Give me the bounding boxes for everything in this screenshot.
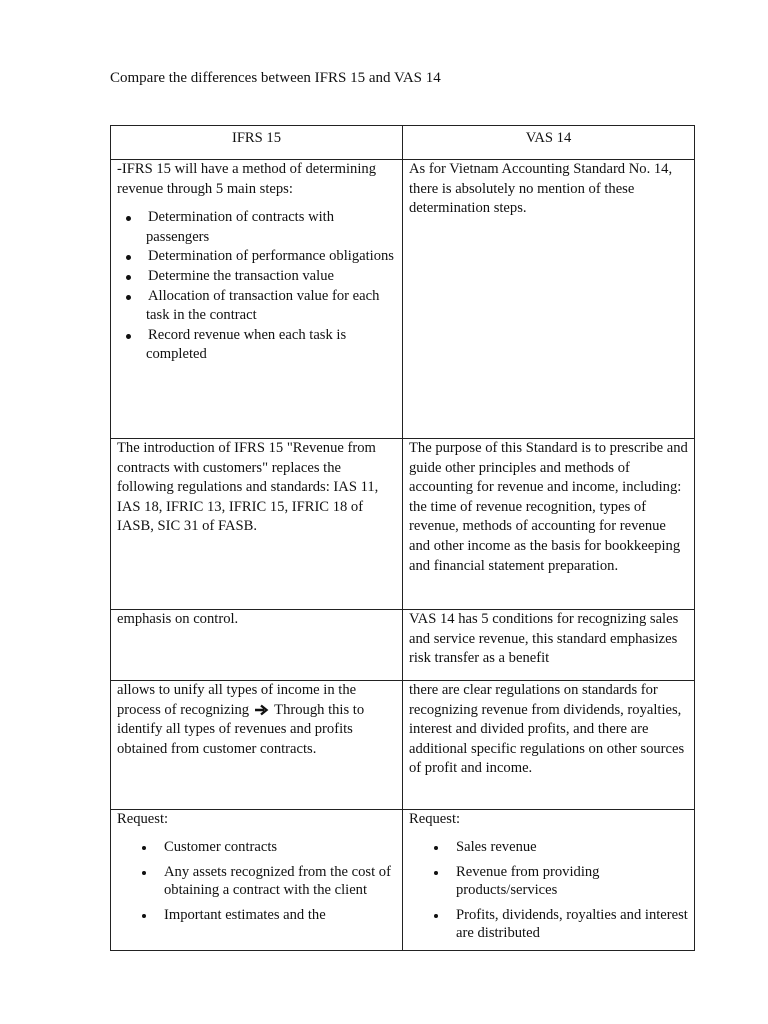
ifrs-cell [111,810,403,951]
header-ifrs15: IFRS 15 [111,126,403,160]
comparison-table [110,125,695,951]
ifrs-unify-text: allows to unify all types of income in the process of recognizing Through this to identify all types of revenues and profits obtained from customer contracts. [117,682,365,757]
table-row [111,160,695,439]
ifrs-steps-list [117,208,396,365]
header-vas14: VAS 14 [403,126,695,160]
table-row [111,681,695,810]
table-header-row [111,126,695,160]
ifrs-request-label: Request: [117,811,169,827]
table-row [111,439,695,610]
list-item: Allocation of transaction value for each task in the contract [146,287,396,326]
table-row [111,610,695,681]
list-item: Any assets recognized from the cost of obtaining a contract with the client [164,863,396,899]
list-item: Sales revenue [456,838,688,856]
ifrs-steps-intro: -IFRS 15 will have a method of determining revenue through 5 main steps: [117,161,376,197]
ifrs-cell [111,439,403,610]
table-row [111,810,695,951]
ifrs-cell [111,681,403,810]
vas-conditions-text: VAS 14 has 5 conditions for recognizing sales and service revenue, this standard emphasizes risk transfer as a benefit [409,611,679,667]
list-item: Determine the transaction value [146,267,396,287]
vas-cell [403,681,695,810]
vas-request-list [409,838,688,942]
vas-purpose-text: The purpose of this Standard is to prescribe and guide other principles and methods of accounting for revenue and income, including: the time of revenue recognition, types of revenue, methods of accounting for revenue and other income as the basis for bookkeeping and financial statement preparation. [409,440,688,574]
vas-cell [403,610,695,681]
vas-regulations-text: there are clear regulations on standards for recognizing revenue from dividends, royalties, interest and divided profits, and there are additional specific regulations on other sources of profit and income. [409,682,685,777]
vas-request-label: Request: [409,811,461,827]
list-item: Determination of performance obligations [146,247,396,267]
vas-steps-text: As for Vietnam Accounting Standard No. 14, there is absolutely no mention of these determination steps. [409,161,673,217]
ifrs-cell [111,160,403,439]
ifrs-introduction-text: The introduction of IFRS 15 "Revenue from contracts with customers" replaces the following regulations and standards: IAS 11, IAS 18, IFRIC 13, IFRIC 15, IFRIC 18 of IASB, SIC 31 of FASB. [117,440,379,535]
vas-cell [403,160,695,439]
ifrs-request-list [117,838,396,924]
list-item: Customer contracts [164,838,396,856]
list-item: Profits, dividends, royalties and interest are distributed [456,906,688,941]
list-item: Revenue from providing products/services [456,863,688,899]
ifrs-control-text: emphasis on control. [117,611,239,627]
vas-cell [403,439,695,610]
vas-cell [403,810,695,951]
right-arrow-icon [255,704,269,716]
list-item: Important estimates and the [164,906,396,924]
ifrs-cell [111,610,403,681]
list-item: Determination of contracts with passengers [146,208,396,247]
list-item: Record revenue when each task is completed [146,326,396,365]
page-title: Compare the differences between IFRS 15 and VAS 14 [110,70,441,86]
